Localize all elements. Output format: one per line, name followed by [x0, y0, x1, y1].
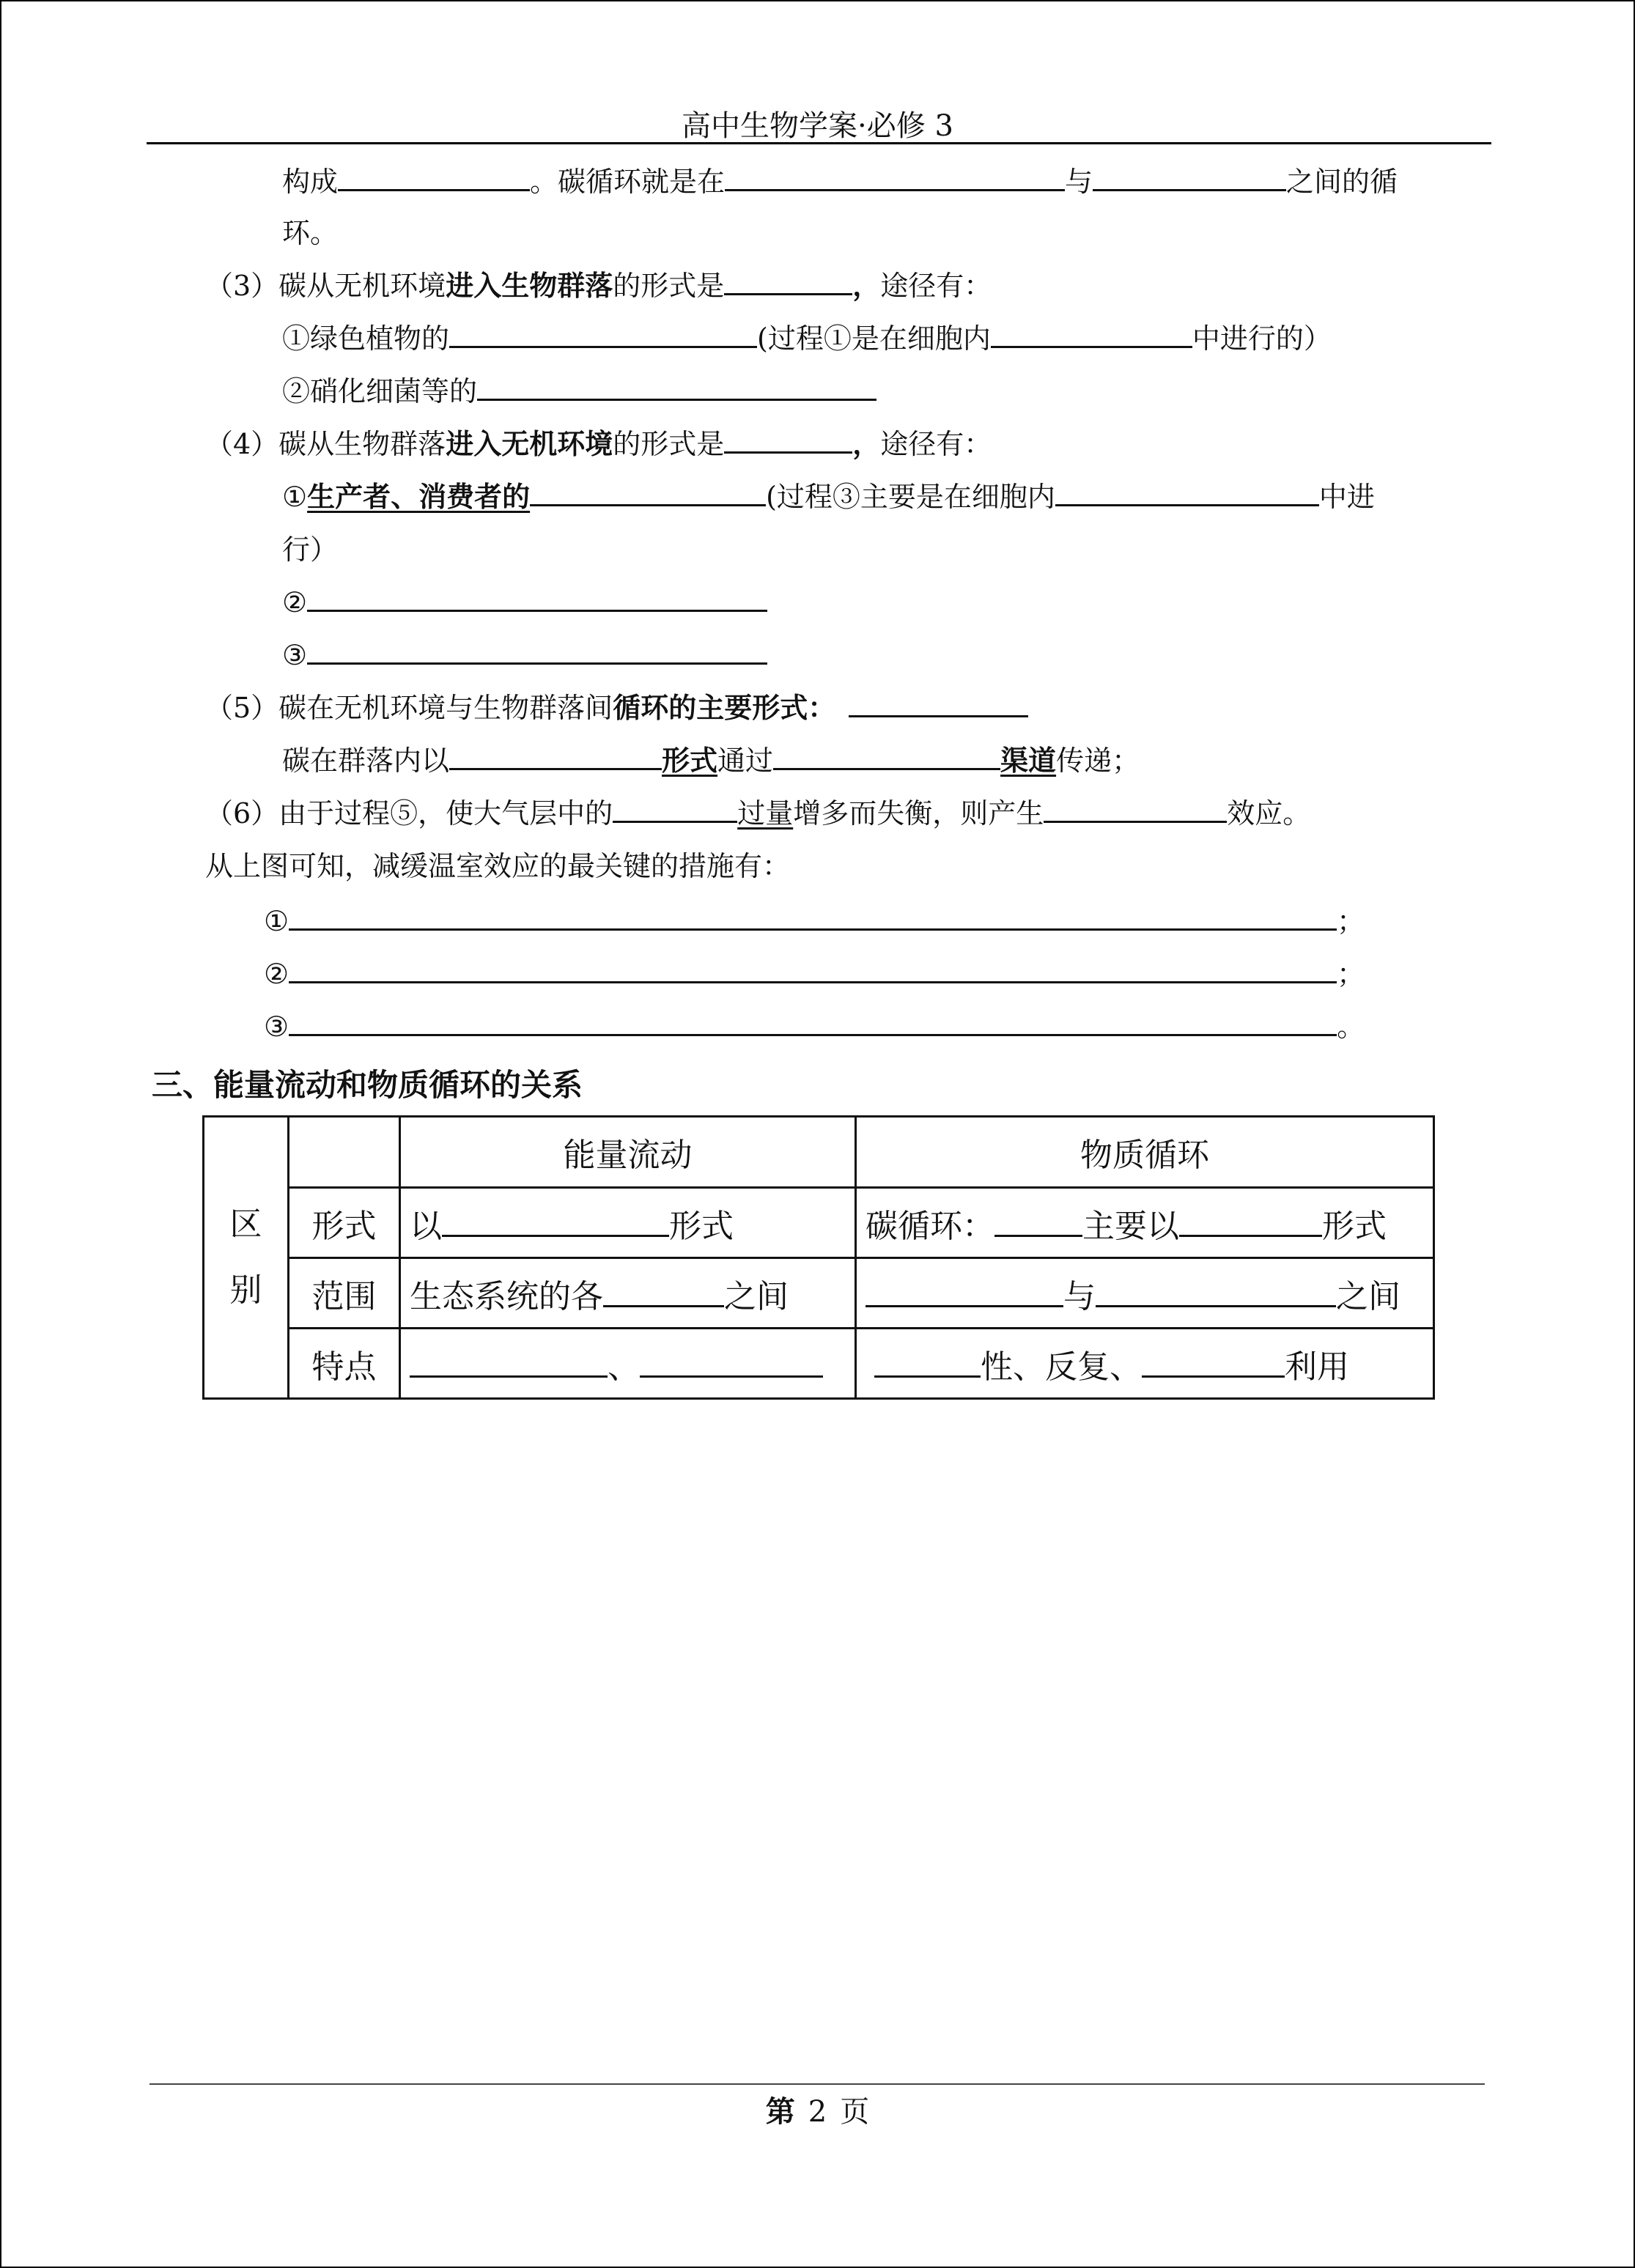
question-6: （6）由于过程⑤，使大气层中的 过量增多而失衡，则产生 效应。	[205, 797, 1311, 830]
corner-cell	[289, 1117, 400, 1188]
blank[interactable]	[640, 1351, 823, 1378]
blank[interactable]	[724, 426, 852, 454]
question-line: 从上图可知，减缓温室效应的最关键的措施有：	[205, 850, 791, 882]
blank[interactable]	[874, 1351, 981, 1378]
question-line: ①绿色植物的 (过程①是在细胞内 中进行的）	[282, 322, 1332, 355]
question-4: （4）碳从生物群落进入无机环境的形式是 ，途径有：	[205, 427, 992, 460]
blank[interactable]	[289, 904, 1337, 931]
blank[interactable]	[603, 1280, 724, 1307]
blank[interactable]	[477, 374, 876, 401]
section-title: 三、能量流动和物质循环的关系	[152, 1067, 583, 1103]
question-line: 碳在群落内以 形式通过 渠道传递；	[282, 744, 1140, 777]
question-5: （5）碳在无机环境与生物群落间循环的主要形式：	[205, 690, 1028, 725]
cell: 与 之间	[856, 1258, 1434, 1329]
blank[interactable]	[866, 1280, 1063, 1307]
blank[interactable]	[1055, 479, 1319, 506]
blank[interactable]	[724, 268, 852, 295]
blank[interactable]	[1142, 1351, 1285, 1378]
blank[interactable]	[289, 956, 1337, 983]
page-number: 第 2 页	[765, 2094, 870, 2129]
measure-line: ① ；	[264, 905, 1365, 937]
blank[interactable]	[289, 1009, 1337, 1036]
blank[interactable]	[307, 638, 767, 665]
question-line: ③	[282, 638, 767, 673]
row-group-label: 区 别	[204, 1117, 289, 1399]
comparison-table	[202, 1115, 1435, 1400]
blank[interactable]	[442, 1210, 669, 1237]
question-line: 行）	[282, 533, 339, 566]
blank[interactable]	[307, 585, 767, 612]
cell: 性、反复、 利用	[856, 1329, 1434, 1399]
question-line: 环。	[282, 217, 339, 249]
page-header-title: 高中生物学案·必修 3	[682, 109, 953, 143]
blank[interactable]	[410, 1351, 608, 1378]
blank[interactable]	[773, 743, 1000, 770]
blank[interactable]	[530, 479, 766, 506]
blank[interactable]	[1093, 164, 1286, 191]
measure-line: ③ 。	[264, 1011, 1365, 1043]
blank[interactable]	[1179, 1210, 1322, 1237]
header-energy: 能量流动	[400, 1117, 856, 1188]
row-label: 形式	[289, 1188, 400, 1258]
question-line: ②	[282, 585, 767, 620]
cell: 生态系统的各 之间	[400, 1258, 856, 1329]
cell: 、	[400, 1329, 856, 1399]
row-label: 特点	[289, 1329, 400, 1399]
blank[interactable]	[338, 164, 530, 191]
header-rule	[147, 142, 1491, 144]
cell: 以 形式	[400, 1188, 856, 1258]
blank[interactable]	[849, 690, 1028, 717]
question-line: 构成 。碳循环就是在 与 之间的循	[282, 166, 1398, 198]
blank[interactable]	[449, 321, 757, 348]
header-matter: 物质循环	[856, 1117, 1434, 1188]
blank[interactable]	[994, 1210, 1082, 1237]
blank[interactable]	[1044, 796, 1227, 823]
blank[interactable]	[613, 796, 737, 823]
blank[interactable]	[449, 743, 662, 770]
blank[interactable]	[1096, 1280, 1336, 1307]
footer-rule	[150, 2083, 1485, 2085]
question-3: （3）碳从无机环境进入生物群落的形式是 ，途径有：	[205, 269, 992, 302]
measure-line: ② ；	[264, 958, 1365, 990]
blank[interactable]	[725, 164, 1065, 191]
cell: 碳循环： 主要以 形式	[856, 1188, 1434, 1258]
row-label: 范围	[289, 1258, 400, 1329]
question-line: ②硝化细菌等的	[282, 374, 876, 409]
question-line: ①生产者、消费者的 (过程③主要是在细胞内 中进	[282, 480, 1375, 513]
blank[interactable]	[991, 321, 1192, 348]
